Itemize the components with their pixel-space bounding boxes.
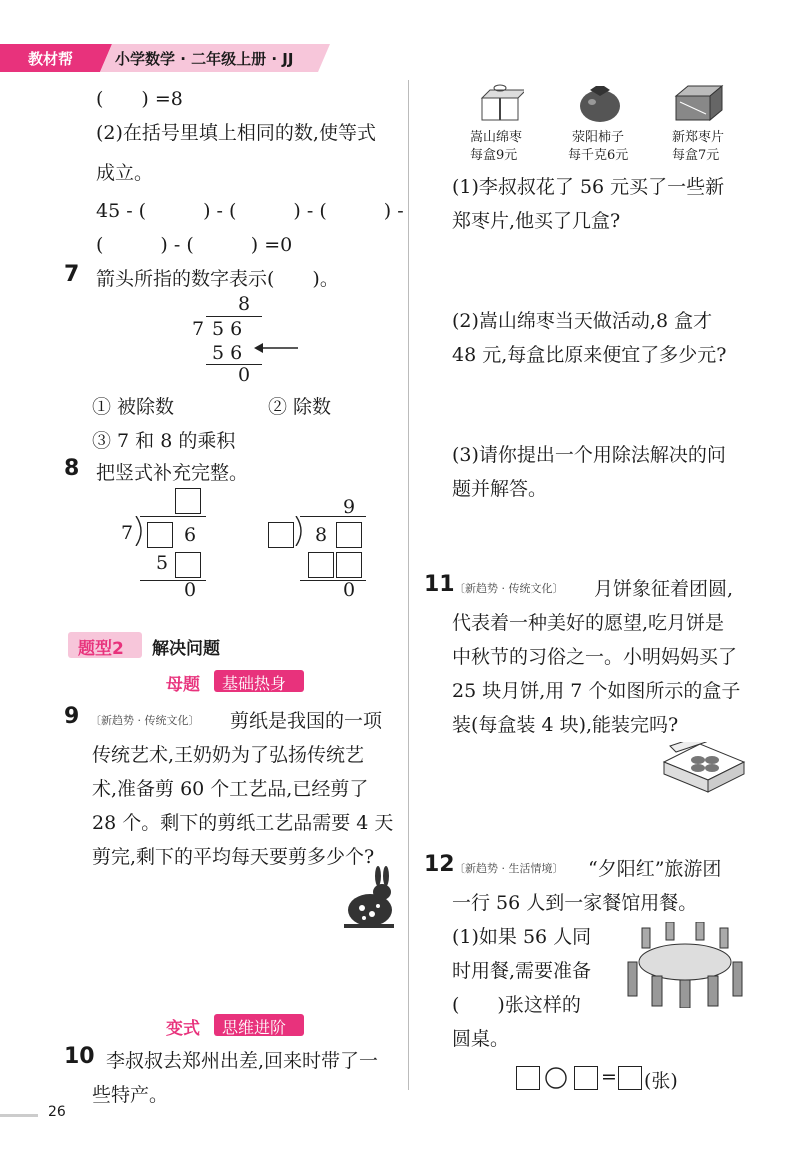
arrow-icon <box>254 341 300 355</box>
gift-box-icon <box>474 82 524 122</box>
variant-sub: 思维进阶 <box>222 1018 287 1037</box>
q6-equation-line2: ( ) - ( ) =0 <box>96 234 293 256</box>
q8b-dividend-digit: 8 <box>315 524 328 546</box>
q7-divisor: 7 <box>192 318 205 340</box>
blank-box[interactable] <box>516 1066 540 1090</box>
q7-quotient: 8 <box>238 293 251 315</box>
persimmon-icon <box>576 80 624 124</box>
page-number-rule <box>0 1114 38 1117</box>
q10-1-line: 郑枣片,他买了几盒? <box>452 210 621 232</box>
q8b-quotient: 9 <box>343 496 356 518</box>
q9-line: 剪纸是我国的一项 <box>230 710 383 732</box>
q9-line: 传统艺术,王奶奶为了弘扬传统艺 <box>92 744 365 766</box>
blank-box[interactable] <box>336 522 362 548</box>
q7-dividend: 5 6 <box>212 318 243 340</box>
q10-line: 些特产。 <box>92 1084 169 1106</box>
q8a-remainder: 0 <box>184 579 197 601</box>
blank-box[interactable] <box>268 522 294 548</box>
rabbit-papercut-icon <box>334 866 400 932</box>
q8a-divisor: 7 <box>121 522 134 544</box>
column-divider <box>408 80 409 1090</box>
q10-number: 10 <box>64 1044 95 1069</box>
q11-line: 中秋节的习俗之一。小明妈妈买了 <box>452 646 738 668</box>
product-name: 嵩山绵枣 <box>470 130 523 145</box>
q11-number: 11 <box>424 572 455 597</box>
q10-3-line: 题并解答。 <box>452 478 548 500</box>
q6-part2-cont: 成立。 <box>96 162 154 184</box>
q8a-dividend-digit: 6 <box>184 524 197 546</box>
q11-line: 月饼象征着团圆, <box>594 578 734 600</box>
blank-box[interactable] <box>336 552 362 578</box>
q9-number: 9 <box>64 704 80 729</box>
q10-line: 李叔叔去郑州出差,回来时带了一 <box>106 1050 379 1072</box>
q11-line: 代表着一种美好的愿望,吃月饼是 <box>452 612 725 634</box>
q11-line: 25 块月饼,用 7 个如图所示的盒子 <box>452 680 741 702</box>
equals-sign: = <box>601 1066 617 1088</box>
product-price: 每盒9元 <box>470 148 518 163</box>
mother-label: 母题 <box>166 675 200 695</box>
variant-label: 变式 <box>166 1019 200 1039</box>
q7-option-2[interactable]: ② 除数 <box>268 396 332 418</box>
q7-option-1[interactable]: ① 被除数 <box>92 396 175 418</box>
q7-option-3[interactable]: ③ 7 和 8 的乘积 <box>92 430 236 452</box>
q8b-remainder: 0 <box>343 579 356 601</box>
blank-box[interactable] <box>175 488 201 514</box>
q8-text: 把竖式补充完整。 <box>96 462 249 484</box>
blank-box[interactable] <box>574 1066 598 1090</box>
q12-sub-line: 圆桌。 <box>452 1028 510 1050</box>
section-title: 解决问题 <box>152 639 220 659</box>
q9-line: 术,准备剪 60 个工艺品,已经剪了 <box>92 778 369 800</box>
q11-tag: 〔新趋势 · 传统文化〕 <box>454 582 564 595</box>
equation-unit: (张) <box>644 1070 678 1092</box>
mother-sub: 基础热身 <box>222 674 287 693</box>
q10-2-line: (2)嵩山绵枣当天做活动,8 盒才 <box>452 310 713 332</box>
q9-tag: 〔新趋势 · 传统文化〕 <box>90 714 200 727</box>
q9-line: 剪完,剩下的平均每天要剪多少个? <box>92 846 375 868</box>
q7-number: 7 <box>64 262 80 287</box>
q7-remainder: 0 <box>238 364 251 386</box>
date-slice-box-icon <box>670 82 724 124</box>
q12-line: “夕阳红”旅游团 <box>588 858 722 880</box>
page-number: 26 <box>48 1104 66 1120</box>
blank-box[interactable] <box>147 522 173 548</box>
blank-box[interactable] <box>618 1066 642 1090</box>
q12-sub-line: ( )张这样的 <box>452 994 581 1016</box>
q12-sub-line: 时用餐,需要准备 <box>452 960 592 982</box>
product-name: 新郑枣片 <box>672 130 725 145</box>
round-table-icon <box>622 922 748 1008</box>
product-price: 每千克6元 <box>568 148 629 163</box>
operator-circle-icon[interactable] <box>544 1066 568 1090</box>
q11-line: 装(每盒装 4 块),能装完吗? <box>452 714 679 736</box>
q6-line1: ( ) =8 <box>96 88 183 110</box>
q12-number: 12 <box>424 852 455 877</box>
q12-sub-line: (1)如果 56 人同 <box>452 926 592 948</box>
header-title: 小学数学 · 二年级上册 · JJ <box>115 50 294 68</box>
q8a-product-digit: 5 <box>156 552 169 574</box>
blank-box[interactable] <box>175 552 201 578</box>
q12-line: 一行 56 人到一家餐馆用餐。 <box>452 892 698 914</box>
section-badge: 题型2 <box>78 639 124 659</box>
q6-part2: (2)在括号里填上相同的数,使等式 <box>96 122 376 144</box>
q8-number: 8 <box>64 456 80 481</box>
product-price: 每盒7元 <box>672 148 720 163</box>
q7-product: 5 6 <box>212 342 243 364</box>
blank-box[interactable] <box>308 552 334 578</box>
q10-2-line: 48 元,每盒比原来便宜了多少元? <box>452 344 727 366</box>
q6-equation-line1: 45 - ( ) - ( ) - ( ) - <box>96 200 404 222</box>
q9-line: 28 个。剩下的剪纸工艺品需要 4 天 <box>92 812 394 834</box>
q10-1-line: (1)李叔叔花了 56 元买了一些新 <box>452 176 725 198</box>
q10-3-line: (3)请你提出一个用除法解决的问 <box>452 444 726 466</box>
q12-tag: 〔新趋势 · 生活情境〕 <box>454 862 564 875</box>
mooncake-box-icon <box>660 742 746 796</box>
q7-text: 箭头所指的数字表示( )。 <box>96 268 339 290</box>
product-name: 荥阳柿子 <box>572 130 625 145</box>
header-badge: 教材帮 <box>28 50 74 68</box>
